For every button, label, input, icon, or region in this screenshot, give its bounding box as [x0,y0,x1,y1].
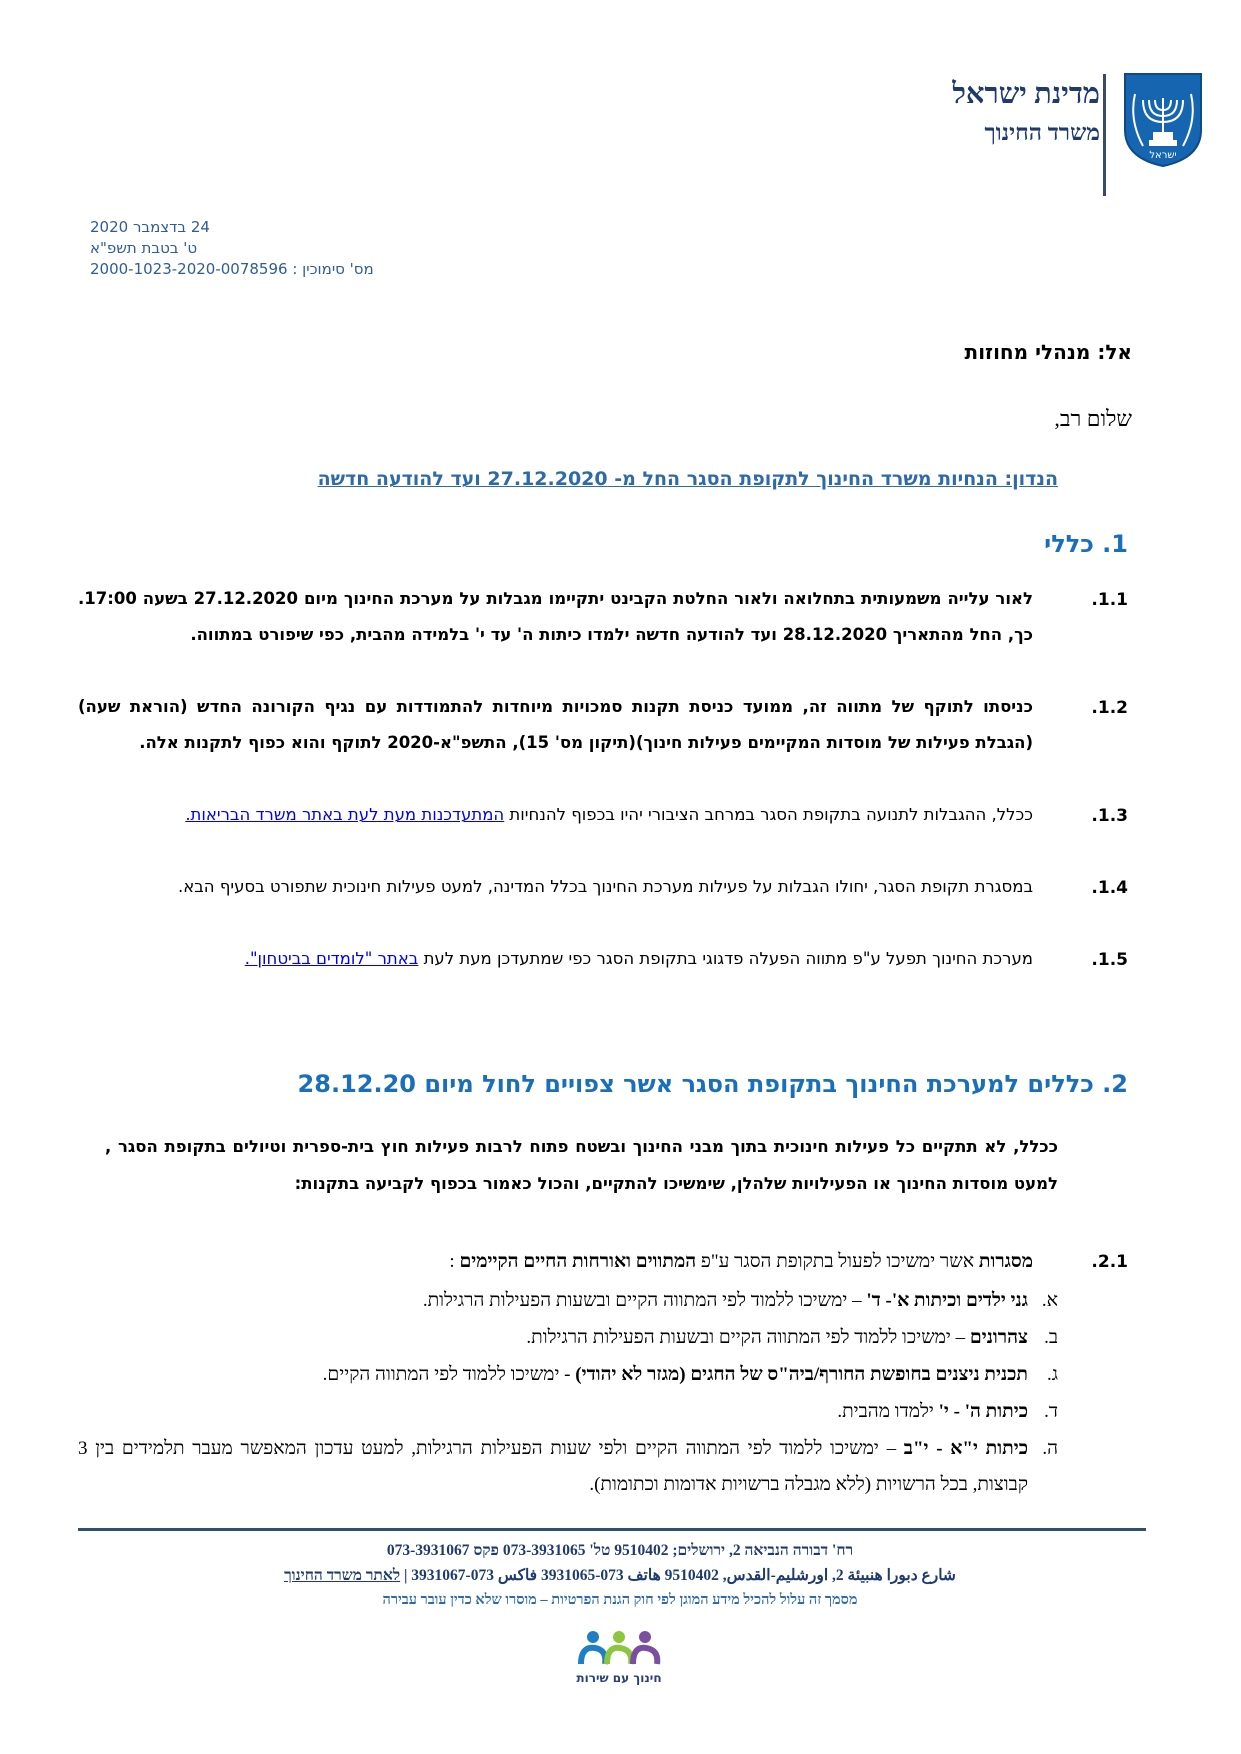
outlines-label: המתווים ואורחות החיים הקיימים [459,1251,697,1272]
org-subtitle: משרד החינוך [984,120,1100,145]
sub-item-letter: ג. [1046,1364,1058,1385]
clause-number: 1.3. [1091,806,1128,826]
sub-item-bold: צהרונים [969,1327,1028,1348]
clause-text: כניסתו לתוקף של מתווה זה, ממועד כניסת תקנות סמכויות מיוחדות להתמודדות עם נגיף הקורונה החדש (הוראת שעה) (הגבלת פעילות של מוסדות המקיימים פעילות חינוך)(תיקון מס' 15), התשפ"א-2020 לתוקף והוא כפוף לתקנות אלה. [78,697,1033,752]
privacy-notice: מסמך זה עלול להכיל מידע המוגן לפי חוק הגנת הפרטיות – מוסרו שלא כדין עובר עבירה [382,1592,858,1608]
learning-safely-link[interactable]: באתר "לומדים בביטחון". [244,949,419,968]
logo-text: חינוך עם שירות [576,1671,662,1685]
sub-item-rest: ילמדו מהבית. [837,1401,939,1422]
subject-line: הנדון: הנחיות משרד החינוך לתקופת הסגר החל מ- 27.12.2020 ועד להודעה חדשה [317,468,1058,490]
sub-item-e [78,1431,1058,1503]
state-emblem-icon [1121,70,1205,168]
clause-text-before: ככלל, ההגבלות לתנועה בתקופת הסגר במרחב הציבורי יהיו בכפוף להנחיות [504,805,1033,824]
clause-number: 1.5. [1091,950,1128,970]
sub-item-bold: כיתות ה' - י' [938,1401,1028,1422]
education-with-service-logo-icon [573,1628,665,1690]
sub-item-d [78,1394,1058,1430]
clause-1-3 [78,806,1128,878]
clause-1-1 [78,590,1128,700]
clause-text [78,941,1033,977]
clause-text-before: מערכת החינוך תפעל ע"פ מתווה הפעלה פדגוגי בתקופת הסגר כפי שמתעדכן מעת לעת [418,949,1033,968]
clause-number: 1.4. [1091,878,1128,898]
ministry-website-link[interactable]: לאתר משרד החינוך [284,1567,401,1584]
sub-item-letter: ה. [1042,1438,1058,1459]
clause-number: 1.1. [1091,590,1128,610]
sub-item-b [78,1320,1058,1356]
footer-divider [78,1528,1146,1531]
frameworks-label: מסגרות [978,1251,1033,1272]
sub-item-bold: כיתות י"א - י"ב [903,1438,1028,1459]
health-ministry-link[interactable]: המתעדכנות מעת לעת באתר משרד הבריאות. [185,805,505,824]
clause-text: במסגרת תקופת הסגר, יחולו הגבלות על פעילות מערכת החינוך בכלל המדינה, למעט פעילות חינוכית שתפורט בסעיף הבא. [177,877,1033,896]
clause-text: לאור עלייה משמעותית בתחלואה ולאור החלטת הקבינט יתקיימו מגבלות על מערכת החינוך מיום 27.12.2020 בשעה 17:00. כך, החל מהתאריך 28.12.2020 ועד להודעה חדשה ילמדו כיתות ה' עד י' בלמידה מהבית, כפי שיפורט במתווה. [78,589,1033,644]
header-divider [1103,74,1106,196]
footer-address-hebrew: רח' דבורה הנביאה 2, ירושלים; 9510402 טל' 073-3931065 פקס 073-3931067 [386,1542,854,1559]
section-2-intro: ככלל, לא תתקיים כל פעילות חינוכית בתוך מבני החינוך ובשטח פתוח לרבות פעילות חוץ בית-ספרית וטיולים בתקופת הסגר , למעט מוסדות החינוך או הפעילויות שלהלן, שימשיכו להתקיים, והכול כאמור בכפוף לקביעה בתקנות: [105,1137,1058,1193]
sub-item-rest: – ימשיכו ללמוד לפי המתווה הקיים ובשעות הפעילות הרגילות. [422,1290,867,1311]
addressee: אל: מנהלי מחוזות [964,340,1132,364]
sub-item-rest: - ימשיכו ללמוד לפי המתווה הקיים. [322,1364,576,1385]
section-1-heading: 1. כללי [1044,530,1128,558]
clause-number: 1.2. [1091,698,1128,718]
sub-item-letter: ב. [1044,1327,1058,1348]
sub-item-text [78,1431,1028,1503]
sub-item-text [78,1357,1028,1393]
clause-1-5 [78,950,1128,1022]
date-block [90,217,374,280]
sub-item-a [78,1283,1058,1319]
sub-item-text [78,1394,1028,1430]
sub-item-letter: ד. [1044,1401,1058,1422]
sub-item-c [78,1357,1058,1393]
org-title: מדינת ישראל [952,78,1100,110]
reference-number: מס' סימוכין : 2000-1023-2020-0078596 [90,260,374,278]
section-2-heading: 2. כללים למערכת החינוך בתקופת הסגר אשר צפויים לחול מיום 28.12.20 [297,1070,1128,1098]
sub-item-text [78,1320,1028,1356]
sub-item-letter: א. [1041,1290,1058,1311]
emblem-caption: ישראל [1149,150,1177,161]
clause-1-2 [78,698,1128,808]
sub-item-bold: גני ילדים וכיתות א'- ד' [866,1290,1028,1311]
sub-item-bold: תכנית ניצנים בחופשת החורף/ביה"ס של החגים (מגזר לא יהודי) [575,1364,1028,1385]
clause-text [78,797,1033,833]
clause-number: 2.1. [1091,1252,1128,1272]
clause-text-end: : [449,1251,460,1272]
gregorian-date: 24 בדצמבר 2020 [90,218,210,236]
sub-item-rest: – ימשיכו ללמוד לפי המתווה הקיים ולפי שעות הפעילות הרגילות, למעט עדכון המאפשר מעבר תלמידים בין 3 קבוצות, בכל הרשויות (ללא מגבלה ברשויות אדומות וכתומות). [78,1438,1028,1495]
clause-text-mid: אשר ימשיכו לפעול בתקופת הסגר ע"פ [696,1251,979,1272]
clause-text [78,1244,1033,1280]
clause-1-4 [78,878,1128,950]
sub-item-text [78,1283,1028,1319]
footer-address-arabic [90,1566,1150,1585]
hebrew-date: ט' בטבת תשפ"א [90,239,198,257]
greeting: שלום רב, [1054,406,1132,431]
sub-item-rest: – ימשיכו ללמוד לפי המתווה הקיים ובשעות הפעילות הרגילות. [526,1327,970,1348]
footer-arabic-text: شارع دبورا هنبيئة 2, اورشليم-القدس, 9510402 هاتف 073-3931065 فاكس 073-3931067 | [400,1567,956,1584]
